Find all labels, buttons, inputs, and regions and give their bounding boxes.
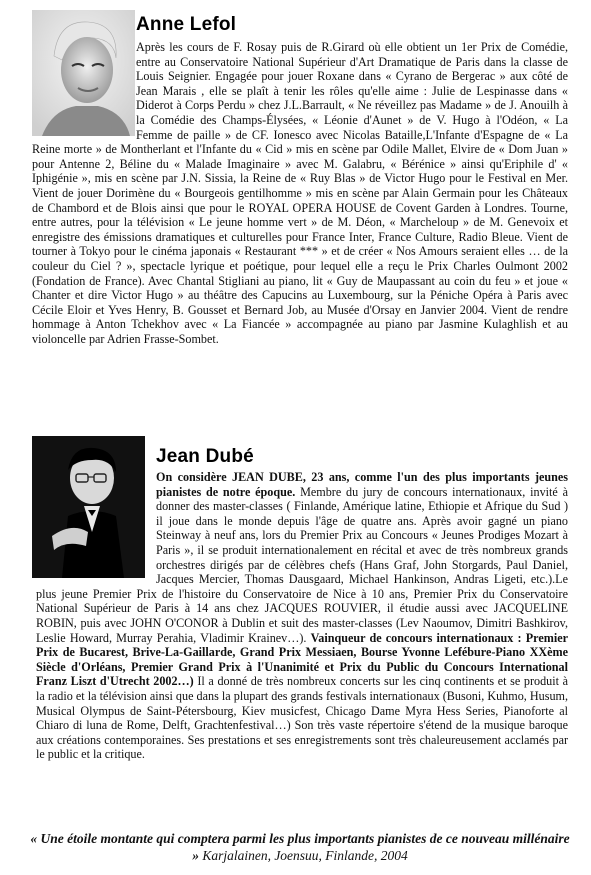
jean-dube-bio-2: Il a donné de très nombreux concerts sur les cinq continents et se produit à la radio et la télévision ainsi que dans la plupart des grands festivals internationaux (Busoni, Kuhmo, Husum, Musical Olympus de Saint-Pétersbourg, Kiev musicfest, Chicago Dame Myra Hess Series, Pianoforte al Chiaro di luna de Rome, Delft, Grachtenfestival…) Son très vaste répertoire s'étend de la musique baroque aux créations contemporaines. Ses prestations et ses enregistrements sont très chaleureusement acclamés par le public et la critique.	[36, 674, 568, 762]
press-quote-source: Karjalainen, Joensuu, Finlande, 2004	[202, 848, 408, 863]
jean-dube-lead: On considère JEAN DUBE, 23 ans, comme l'un des plus importants jeunes pianistes de notre époque.	[156, 470, 568, 499]
anne-lefol-bio-text: Après les cours de F. Rosay puis de R.Girard où elle obtient un 1er Prix de Comédie, entre au Conservatoire National Supérieur d'Art Dramatique de Paris dans la classe de Louis Seignier. Engagée pour jouer Roxane dans « Cyrano de Bergerac » aux côté de Jean Marais , elle se plaît à tenir les rôles qu'elle aime : Julie de Lespinasse dans « Diderot à Corps Perdu » chez J.L.Barrault, « Ne réveillez pas Madame » de J. Anouilh à la Comédie des Champs-Élysées, « Léonie d'Aunet » de V. Hugo à l'Odéon, « La Femme de paille » de CF. Ionesco avec Nicolas Bataille,L'Infante d'Espagne de « La Reine morte » de Montherlant et l'Infante du « Cid » mis en scène par Odile Mallet, Elvire de « Dom Juan » pour Antenne 2, Béline du « Malade Imaginaire » avec M. Galabru, « Bérénice » ainsi qu'Eriphile d' « Iphigénie », mis en scène par J.N. Sissia, la Reine de « Ruy Blas » de Victor Hugo pour le Festival en Mer. Vient de jouer Dorimène du « Bourgeois gentilhomme » mis en scène par Alain Germain pour les Châteaux de Chambord et de Blois ainsi que pour le ROYAL OPERA HOUSE de Covent Garden à Londres. Tourne, entre autres, pour la télévision « Le jeune homme vert » de M. Déon, « Marcheloup » de M. Genevoix et enregistre des émissions dramatiques et culturelles pour France Inter, France Culture, Radio Bleue. Vient de tourner à Tokyo pour le cinéma japonais « Restaurant *** » et de créer « Nos Amours seraient elles … de la couleur du Ciel ? », spectacle lyrique et poétique, pour lequel elle a reçu le Prix Charles Oulmont 2002 (Fondation de France). Avec Chantal Stigliani au piano, lit « Guy de Maupassant au coin du feu » et joue « Chanter et dire Victor Hugo » au théâtre des Capucins au Luxembourg, sur la Péniche Opéra à Paris avec Cécile Eloir et Yves Henry, B. Gousset et Bernard Job, au Musée d'Orsay en Janvier 2004. Vient de rendre hommage à Anton Tchekhov avec « La Fiancée » accompagnée au piano par Jasmine Kulaghlish et au violoncelle par Adrien Frasse-Sombet.	[32, 40, 568, 346]
anne-photo-spacer	[32, 40, 136, 136]
jean-dube-name: Jean Dubé	[156, 446, 254, 467]
jean-photo-spacer	[36, 470, 156, 580]
jean-dube-awards: Vainqueur de concours internationaux : Premier Prix de Bucarest, Brive-La-Gaillarde, Grand Prix Messiaen, Bourse Yvonne Lefébure-Piano XXème Siècle d'Orléans, Premier Grand Prix à l'Unanimité et Prix du Public du Concours International Franz Liszt d'Utrecht 2002…)	[36, 630, 568, 689]
jean-dube-bio-1: Membre du jury de concours internationaux, invité à donner des master-classes ( Finlande, Amérique latine, Ethiopie et Afrique du Sud ) il joue dans le monde depuis l'âge de quatre ans. Après avoir gagné un piano Steinway à neuf ans, lors du Premier Prix au Concours « Jeunes Prodiges Mozart à Paris », il se produit internationalement en récital et avec de très nombreux grands orchestres dirigés par de célèbres chefs (Hans Graf, John Storgards, Paul Daniel, Jacques Mercier, Thomas Dausgaard, Michael Hankinson, Andras Ligeti, etc.).Le plus jeune Premier Prix de l'histoire du Conservatoire de Nice à 10 ans, Premier Prix du Conservatoire National Supérieur de Paris à 14 ans chez JACQUES ROUVIER, il étudie aussi avec JACQUELINE ROBIN, puis avec JOHN O'CONOR à Dublin et suit des master-classes (Lev Naoumov, Dimitri Bashkirov, Leslie Howard, Murray Perahia, Vladimir Krainev…).	[36, 484, 568, 645]
press-quote-text: « Une étoile montante qui comptera parmi les plus importants pianistes de ce nouveau millénaire »	[30, 831, 570, 863]
jean-dube-bio	[36, 470, 568, 830]
anne-lefol-name: Anne Lefol	[136, 14, 237, 35]
anne-lefol-bio-full	[32, 40, 568, 436]
press-quote	[30, 830, 570, 864]
